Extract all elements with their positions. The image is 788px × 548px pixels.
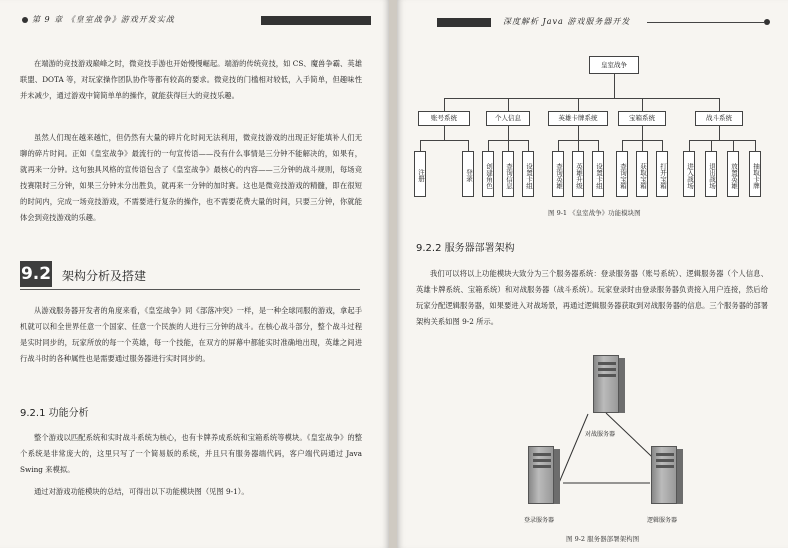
left-para-4: 整个游戏以匹配系统和实时战斗系统为核心，也有卡牌养成系统和宝箱系统等模块。《皇室战争》的整个系统是非常庞大的，这里只写了一个简易版的系统，并且只有服务器端代码，客户端代码通过 Java Swing 来模拟。 (20, 433, 362, 474)
left-para-2: 虽然人们现在越来越忙，但仍然有大量的碎片化时间无法利用，微竞技游戏的出现正好能填补人们无聊的碎片时间。正如《皇室战争》最流行的一句宣传语——没有什么事情是三分钟不能解决的，如果有，就再来一分钟。这句独具风格的宣传语包含了《皇室战争》最核心的内容——三分钟的战斗规则，每场竞技赛限时三分钟，如果三分钟未分出胜负，就再来一分钟的加时赛。这也是微竞技游戏的精髓，即在很短的时间内，完成一场竞技游戏，不需要进行复杂的操作，也不需要花费大量的时间，只要三分钟，你就能体会到竞技游戏的乐趣。 (20, 133, 362, 222)
leaf-node: 打开宝箱 (656, 151, 668, 197)
left-para-3: 从游戏服务器开发者的角度来看，《皇室战争》同《部落冲突》一样，是一种全球同服的游戏，拿起手机就可以和全世界任意一个国家、任意一个民族的人进行三分钟的战斗。在核心战斗部分，整个战斗过程是实时同步的，玩家所放的每一个英雄，每一个技能，在双方的屏幕中都能实时准确地出现，英雄之间进行战斗时的各种属性也是需要通过服务器进行实时同步的。 (20, 306, 362, 363)
right-para-1: 我们可以将以上功能模块大致分为三个服务器系统：登录服务器（账号系统）、逻辑服务器（个人信息、英雄卡牌系统、宝箱系统）和对战服务器（战斗系统）。玩家登录时由登录服务器负责接入用户连接，然后给玩家分配逻辑服务器，如果要进入对战场景，再通过逻辑服务器获取到对战服务器的信息。三个服务器的部署架构关系如图 9-2 所示。 (416, 269, 768, 326)
login-server-icon (528, 446, 558, 504)
battle-server-icon (593, 355, 623, 413)
leaf-node: 获取宝箱 (636, 151, 648, 197)
subsection-title-922: 9.2.2 服务器部署架构 (416, 243, 515, 254)
tree-root-node: 皇室战争 (589, 56, 639, 74)
leaf-node: 查询信息 (502, 151, 514, 197)
module-node-battle: 战斗系统 (695, 111, 743, 126)
battle-server-label: 对战服务器 (585, 431, 616, 438)
leaf-node: 退出战场 (705, 151, 717, 197)
leaf-node: 设置卡组 (522, 151, 534, 197)
left-para-5: 通过对游戏功能模块的总结，可得出以下功能模块图（见图 9-1）。 (34, 487, 249, 496)
left-para-1: 在端游的竞技游戏巅峰之时，微竞技手游也开始慢慢崛起。端游的传统竞技，如 CS、魔兽争霸、英雄联盟、DOTA 等，对玩家操作团队协作等都有较高的要求。微竞技的门槛相对较低，入手简单，但趣味性并未减少，通过游戏中简简单单的操作，就能获得巨大的竞技乐趣。 (20, 59, 362, 100)
leaf-node: 抽取卡牌 (749, 151, 761, 197)
logic-server-icon (651, 446, 681, 504)
section-number: 9.2 (20, 261, 52, 287)
figure-9-2-caption: 图 9-2 服务器部署架构图 (566, 535, 640, 543)
module-node-hero-cards: 英雄卡牌系统 (548, 111, 608, 126)
module-node-chest: 宝箱系统 (618, 111, 666, 126)
leaf-node: 查询英雄 (552, 151, 564, 197)
left-header-text: 第 9 章 《皇室战争》游戏开发实战 (32, 15, 175, 24)
leaf-node: 创建角色 (482, 151, 494, 197)
subsection-title-921: 9.2.1 功能分析 (20, 408, 89, 419)
section-title: 架构分析及搭建 (62, 269, 147, 283)
leaf-node: 放置英雄 (727, 151, 739, 197)
leaf-node: 设置卡组 (592, 151, 604, 197)
login-server-label: 登录服务器 (524, 517, 555, 524)
leaf-node: 注册 (414, 151, 426, 197)
leaf-node: 查询宝箱 (616, 151, 628, 197)
leaf-node: 登录 (462, 151, 474, 197)
module-node-profile: 个人信息 (486, 111, 530, 126)
module-node-account: 账号系统 (418, 111, 470, 126)
logic-server-label: 逻辑服务器 (647, 517, 678, 524)
figure-9-1-caption: 图 9-1 《皇室战争》功能模块图 (548, 209, 641, 217)
right-header-text: 深度解析 Java 游戏服务器开发 (503, 17, 631, 26)
leaf-node: 英雄升级 (572, 151, 584, 197)
leaf-node: 进入战场 (683, 151, 695, 197)
